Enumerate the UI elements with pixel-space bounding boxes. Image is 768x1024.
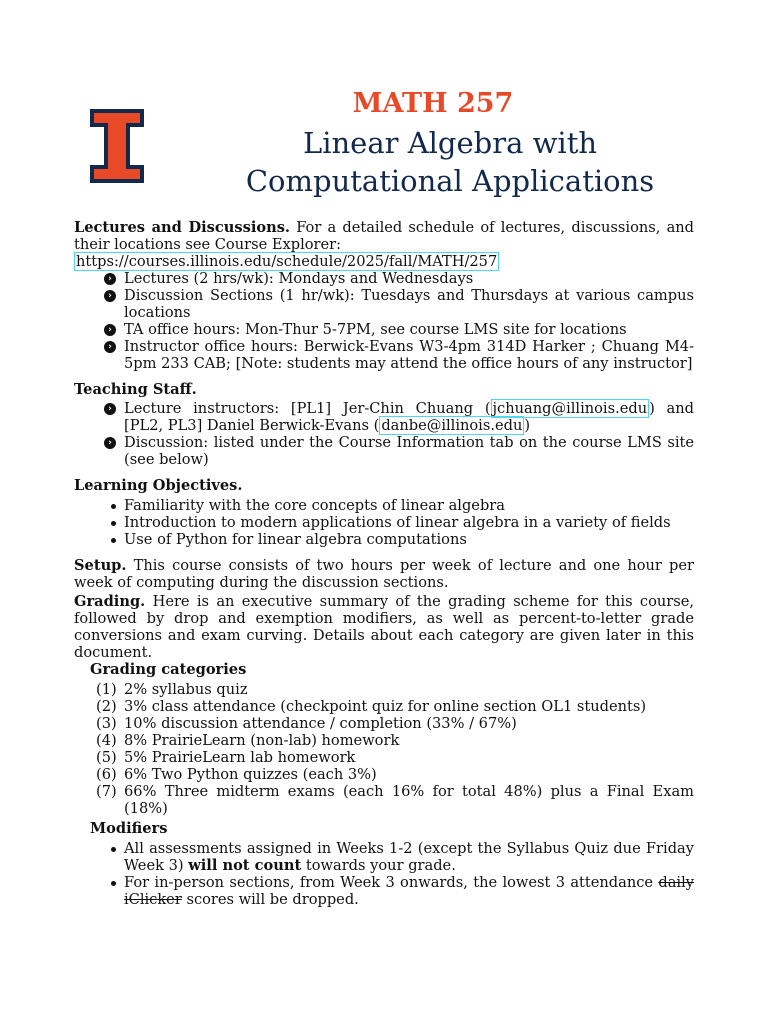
arrow-circle-icon: › — [104, 437, 116, 449]
staff-heading: Teaching Staff. — [74, 381, 197, 398]
arrow-circle-icon: › — [104, 273, 116, 285]
arrow-circle-icon: › — [104, 341, 116, 353]
syllabus-body — [74, 219, 694, 908]
list-item: › Lectures (2 hrs/wk): Mondays and Wednesdays — [124, 270, 694, 287]
email-link-chuang[interactable]: jchuang@illinois.edu — [492, 400, 648, 417]
grading-paragraph: Grading. Here is an executive summary of the grading scheme for this course, followed by drop and exemption modifiers, as well as percent-to-letter grade conversions and exam curving. Details about each category are given later in this document. — [74, 593, 695, 661]
list-item: (7) 66% Three midterm exams (each 16% for total 48%) plus a Final Exam (18%) — [96, 783, 694, 817]
list-item: › Discussion Sections (1 hr/wk): Tuesdays and Thursdays at various campus locations — [124, 287, 694, 321]
lectures-heading: Lectures and Discussions. — [74, 219, 291, 236]
arrow-circle-icon: › — [104, 290, 116, 302]
list-item: › TA office hours: Mon-Thur 5-7PM, see course LMS site for locations — [124, 321, 694, 338]
course-title — [200, 124, 700, 200]
arrow-circle-icon: › — [104, 324, 116, 336]
bullet-icon — [111, 538, 116, 543]
course-code: MATH 257 — [352, 88, 514, 119]
list-item: Introduction to modern applications of linear algebra in a variety of fields — [124, 514, 694, 531]
modifiers-list — [74, 840, 694, 908]
objectives-list — [74, 497, 694, 548]
grading-categories-heading: Grading categories — [90, 661, 247, 678]
staff-list — [74, 400, 694, 468]
bullet-icon — [111, 847, 116, 852]
setup-paragraph: Setup. This course consists of two hours per week of lecture and one hour per week of computing during the discussion sections. — [74, 557, 694, 591]
bullet-icon — [111, 504, 116, 509]
list-item: (4) 8% PrairieLearn (non-lab) homework — [96, 732, 400, 749]
arrow-circle-icon: › — [104, 403, 116, 415]
setup-heading: Setup. — [74, 557, 127, 574]
lectures-list — [74, 270, 694, 372]
course-title-line-2: Computational Applications — [245, 164, 655, 198]
course-title-line-1: Linear Algebra with — [302, 126, 598, 160]
struck-text: daily iClicker — [124, 874, 694, 908]
list-item: (2) 3% class attendance (checkpoint quiz for online section OL1 students) — [96, 698, 647, 715]
list-item: › Instructor office hours: Berwick-Evans W3-4pm 314D Harker ; Chuang M4-5pm 233 CAB; [Note: students may attend the office hours of any instructor] — [124, 338, 694, 372]
list-item: Familiarity with the core concepts of linear algebra — [124, 497, 694, 514]
list-item: (6) 6% Two Python quizzes (each 3%) — [96, 766, 377, 783]
list-item: For in-person sections, from Week 3 onwards, the lowest 3 attendance daily iClicker scores will be dropped. — [124, 874, 694, 908]
lectures-paragraph — [74, 219, 694, 270]
list-item: All assessments assigned in Weeks 1-2 (except the Syllabus Quiz due Friday Week 3) will not count towards your grade. — [124, 840, 694, 874]
list-item: (5) 5% PrairieLearn lab homework — [96, 749, 356, 766]
course-explorer-link[interactable]: https://courses.illinois.edu/schedule/2025/fall/MATH/257 — [76, 253, 498, 270]
email-link-berwick-evans[interactable]: danbe@illinois.edu — [381, 417, 523, 434]
list-item: (3) 10% discussion attendance / completion (33% / 67%) — [96, 715, 517, 732]
objectives-heading: Learning Objectives. — [74, 477, 243, 494]
grading-heading: Grading. — [74, 593, 146, 610]
grading-categories-list — [74, 681, 694, 817]
list-item: › Lecture instructors: [PL1] Jer-Chin Chuang ( jchuang@illinois.edu ) and [PL2, PL3] Daniel Berwick-Evans ( danbe@illinois.edu ) — [124, 400, 694, 434]
list-item: › Discussion: listed under the Course Information tab on the course LMS site (see below) — [124, 434, 694, 468]
lectures-intro: For a detailed schedule of lectures, discussions, and their locations see Course Explorer: — [74, 219, 695, 253]
list-item: Use of Python for linear algebra computations — [124, 531, 694, 548]
university-logo-icon — [88, 107, 146, 185]
list-item: (1) 2% syllabus quiz — [96, 681, 248, 698]
modifiers-heading: Modifiers — [90, 820, 168, 837]
bullet-icon — [111, 881, 116, 886]
bullet-icon — [111, 521, 116, 526]
